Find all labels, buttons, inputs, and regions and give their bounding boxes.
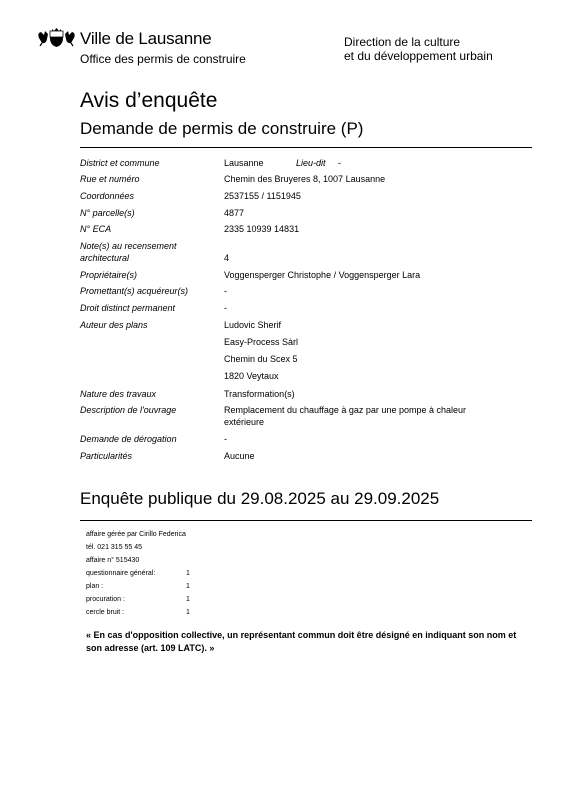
- field-value-line: Easy-Process Sàrl: [224, 337, 299, 347]
- department-line: Direction de la culture: [344, 35, 461, 49]
- field-label: Lieu-dit: [296, 158, 326, 168]
- field-label: Demande de dérogation: [80, 434, 177, 444]
- field-value: -: [224, 286, 227, 296]
- field-label-line: architectural: [80, 252, 130, 263]
- info-line: affaire gérée par Cirillo Federica: [86, 531, 186, 538]
- field-label: Particularités: [80, 451, 133, 461]
- field-value: [224, 405, 524, 428]
- field-label: Description de l'ouvrage: [80, 405, 177, 415]
- info-label: cercle bruit :: [86, 609, 125, 616]
- field-value: [224, 337, 524, 349]
- department-name: [344, 35, 493, 63]
- field-value: [224, 354, 524, 366]
- field-value-line: 1820 Veytaux: [224, 371, 279, 381]
- field-label: Rue et numéro: [80, 174, 140, 184]
- field-label: District et commune: [80, 158, 160, 168]
- field-value: [224, 320, 524, 332]
- info-value: 1: [186, 596, 190, 603]
- info-line: affaire n° 515430: [86, 557, 140, 564]
- info-value: 1: [186, 570, 190, 577]
- field-label-line: Note(s) au recensement: [80, 241, 177, 251]
- lausanne-coat-of-arms-icon: [37, 28, 76, 48]
- divider: [80, 147, 532, 148]
- field-label: Propriétaire(s): [80, 270, 138, 280]
- info-label: procuration :: [86, 596, 125, 603]
- org-name: Ville de Lausanne: [80, 29, 212, 48]
- field-value: -: [338, 158, 341, 168]
- field-label: N° parcelle(s): [80, 208, 135, 218]
- field-value: -: [224, 303, 227, 313]
- info-value: 1: [186, 583, 190, 590]
- opposition-notice: « En cas d'opposition collective, un représentant commun doit être désigné en indiquant son nom et son adresse (art. 109 LATC). »: [86, 630, 517, 653]
- field-value: Lausanne: [224, 158, 264, 168]
- field-label: [80, 241, 220, 264]
- info-value: 1: [186, 609, 190, 616]
- field-label: Nature des travaux: [80, 389, 157, 399]
- field-value-line: Remplacement du chauffage à gaz par une pompe à chaleur: [224, 405, 466, 415]
- enquete-period: Enquête publique du 29.08.2025 au 29.09.2025: [80, 489, 440, 508]
- info-label: plan :: [86, 583, 104, 590]
- field-label: Coordonnées: [80, 191, 135, 201]
- field-value: Aucune: [224, 451, 255, 461]
- field-value: Voggensperger Christophe / Voggensperger Lara: [224, 270, 421, 280]
- field-label: N° ECA: [80, 224, 112, 234]
- info-label: questionnaire général:: [86, 570, 156, 577]
- org-office: Office des permis de construire: [80, 52, 246, 66]
- field-value-line: Chemin du Scex 5: [224, 354, 298, 364]
- field-label: Auteur des plans: [80, 320, 148, 330]
- page-title: Avis d’enquête: [80, 89, 218, 112]
- field-value: 2537155 / 1151945: [224, 191, 301, 201]
- field-label: Droit distinct permanent: [80, 303, 176, 313]
- field-value: Transformation(s): [224, 389, 295, 399]
- field-value: 4877: [224, 208, 245, 218]
- field-value-line: Ludovic Sherif: [224, 320, 282, 330]
- page-subtitle: Demande de permis de construire (P): [80, 119, 364, 138]
- field-value: Chemin des Bruyeres 8, 1007 Lausanne: [224, 174, 386, 184]
- department-line: et du développement urbain: [344, 49, 493, 63]
- field-value: 2335 10939 14831: [224, 224, 300, 234]
- info-line: tél. 021 315 55 45: [86, 544, 143, 551]
- field-value-line: extérieure: [224, 416, 265, 427]
- field-label: Promettant(s) acquéreur(s): [80, 286, 189, 296]
- field-value: 4: [224, 253, 230, 263]
- letterhead: [37, 26, 547, 72]
- field-value: [224, 371, 524, 383]
- divider: [80, 520, 532, 521]
- field-value: -: [224, 434, 227, 444]
